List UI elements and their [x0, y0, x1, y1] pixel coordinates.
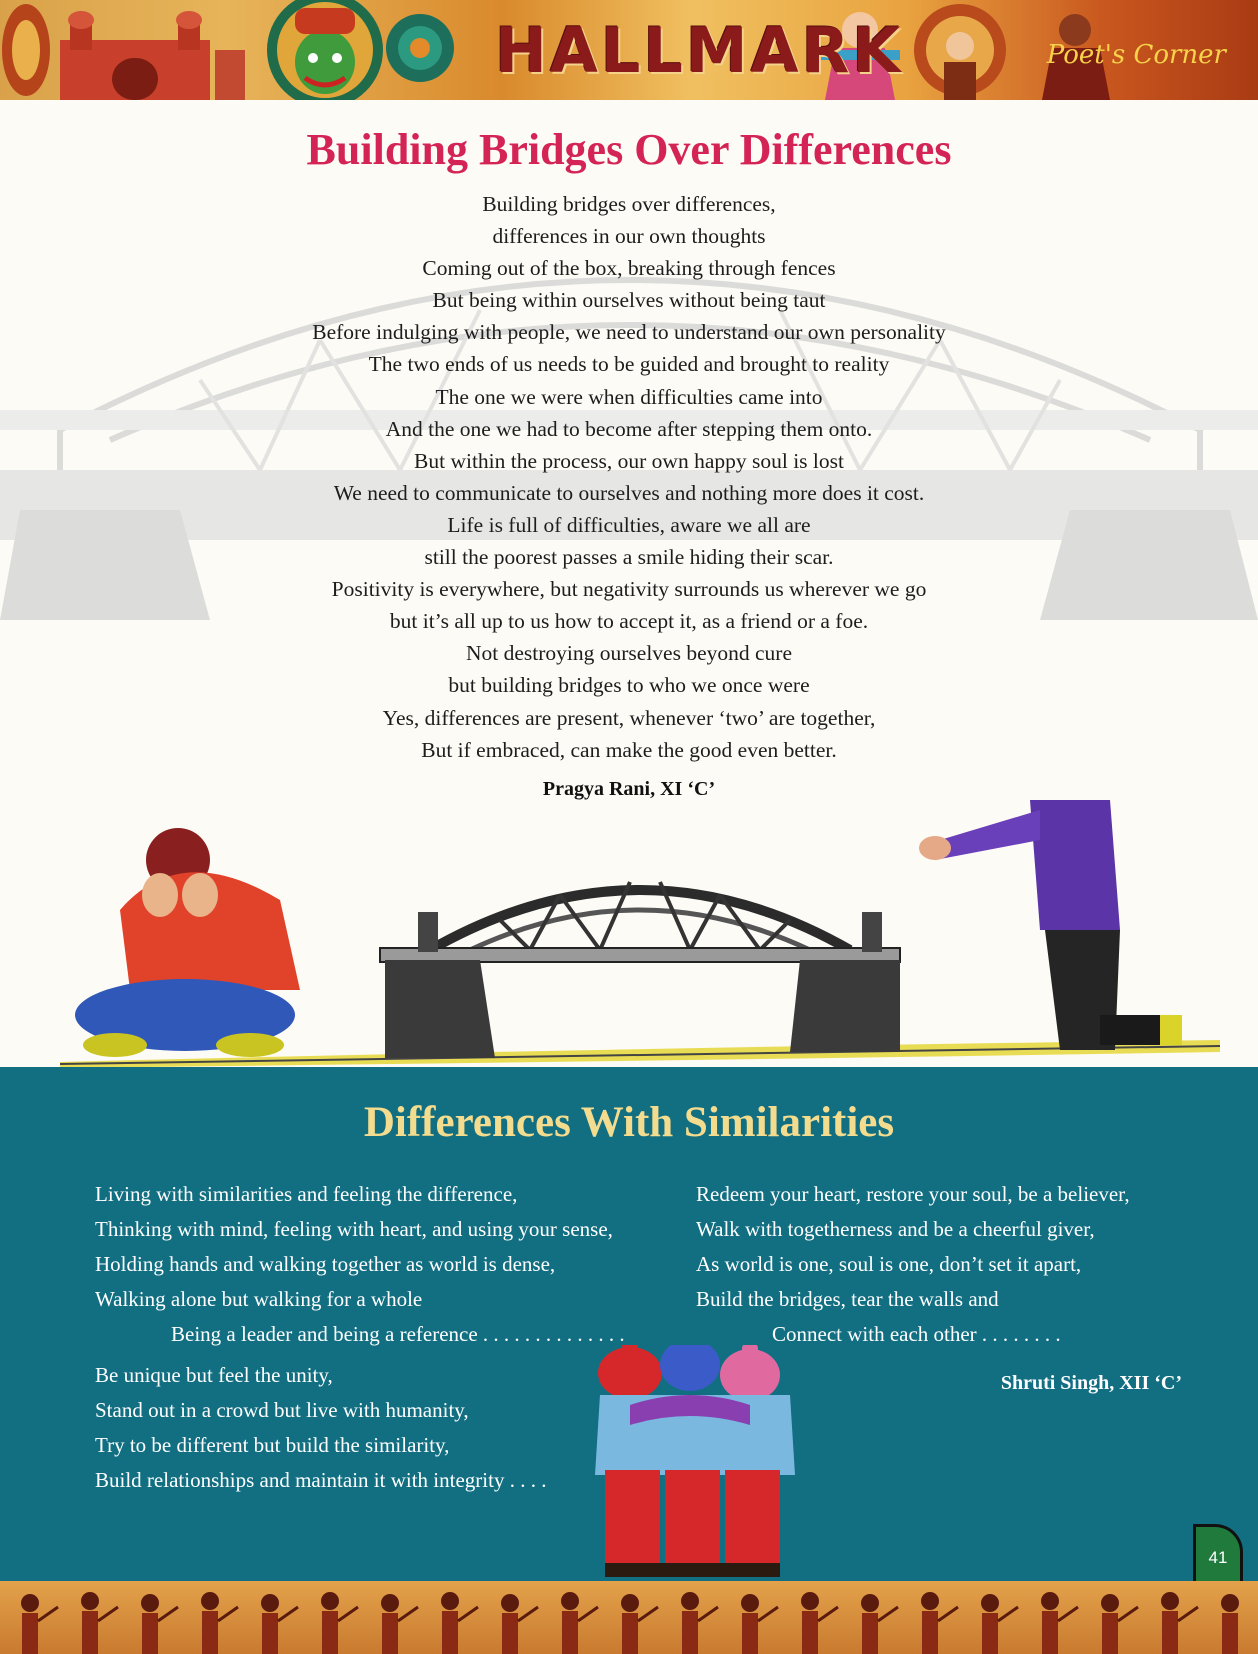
poem-line: Building bridges over differences,	[482, 192, 776, 216]
poem-line: Holding hands and walking together as world is dense,	[95, 1252, 556, 1276]
poem-line: The two ends of us needs to be guided and brought to reality	[368, 352, 890, 377]
poem-line: but it’s all up to us how to accept it, as a friend or a foe.	[389, 609, 869, 634]
poem-column-left	[95, 1177, 625, 1498]
poem-line: Redeem your heart, restore your soul, be a believer,	[696, 1182, 1130, 1206]
poem-column-right	[696, 1177, 1130, 1352]
bridge-scene-illustration	[0, 800, 1258, 1070]
poem-line: Walking alone but walking for a whole	[95, 1287, 423, 1311]
poem-line: Stand out in a crowd but live with humanity,	[95, 1398, 469, 1422]
poem-line: Not destroying ourselves beyond cure	[465, 641, 792, 666]
poem-line: Be unique but feel the unity,	[95, 1363, 333, 1387]
poem-line: Thinking with mind, feeling with heart, and using your sense,	[95, 1217, 613, 1241]
bridge-illustration	[380, 882, 900, 1058]
poem-title: Differences With Similarities	[363, 1099, 895, 1146]
poem-line: Connect with each other . . . . . . . .	[772, 1322, 1061, 1346]
poem-line: Positivity is everywhere, but negativity surrounds us wherever we go	[331, 577, 927, 602]
poem-line: Before indulging with people, we need to understand our own personality	[312, 320, 946, 345]
poem-line: But within the process, our own happy soul is lost	[414, 448, 844, 473]
three-kids-illustration	[590, 1345, 800, 1580]
poem-line: As world is one, soul is one, don’t set it apart,	[696, 1252, 1082, 1276]
section-label: Poet's Corner	[1046, 40, 1226, 70]
sitting-boy-figure	[75, 828, 300, 1057]
poem-author: Pragya Rani, XI ‘C’	[542, 778, 716, 800]
poem-line: Walk with togetherness and be a cheerful giver,	[696, 1217, 1095, 1241]
poem-title: Building Bridges Over Differences	[306, 125, 952, 174]
poem-line: still the poorest passes a smile hiding their scar.	[424, 545, 834, 570]
poem-line: But being within ourselves without being taut	[432, 288, 826, 313]
poem-line: Yes, differences are present, whenever ‘two’ are together,	[382, 705, 876, 730]
poem-line: We need to communicate to ourselves and nothing more does it cost.	[333, 480, 925, 505]
magazine-title: HALLMARK	[495, 14, 904, 87]
poem-line: but building bridges to who we once were	[448, 673, 810, 698]
poem-line: Being a leader and being a reference . . . . . . . . . . . . . .	[171, 1322, 625, 1346]
poem-line: But if embraced, can make the good even better.	[421, 737, 837, 762]
footer-decorative-border	[0, 1581, 1258, 1654]
page-number: 41	[1208, 1548, 1228, 1567]
hooded-figure	[919, 800, 1182, 1050]
poem-line: Try to be different but build the similarity,	[95, 1433, 450, 1457]
poem-line: differences in our own thoughts	[492, 224, 766, 249]
footer-figures-pattern	[0, 1581, 1258, 1654]
poem-body	[0, 188, 1258, 766]
poem-line: Living with similarities and feeling the difference,	[95, 1182, 518, 1206]
poem-line: Build the bridges, tear the walls and	[696, 1287, 999, 1311]
poem-author: Shruti Singh, XII ‘C’	[1000, 1372, 1182, 1394]
poem-line: Build relationships and maintain it with integrity . . . .	[95, 1468, 547, 1492]
poem-line: Coming out of the box, breaking through fences	[422, 256, 836, 281]
header-banner	[0, 0, 1258, 100]
poem-line: Life is full of difficulties, aware we all are	[447, 512, 811, 537]
poem-line: And the one we had to become after stepping them onto.	[385, 416, 873, 441]
poem-line: The one we were when difficulties came into	[435, 384, 823, 409]
